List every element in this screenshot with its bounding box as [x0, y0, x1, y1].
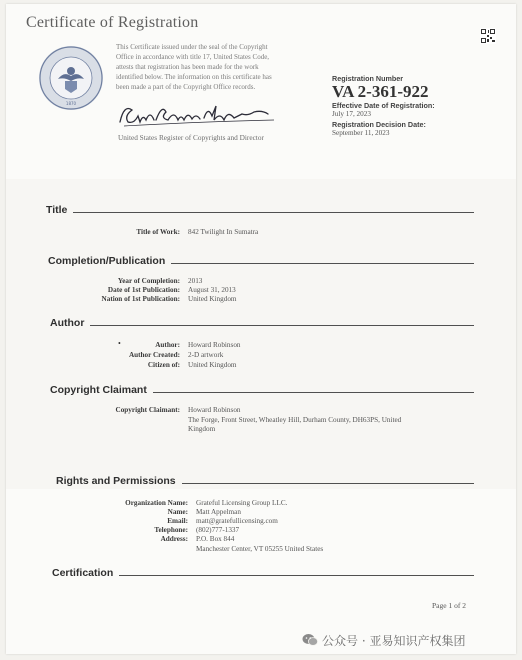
decision-date-label: Registration Decision Date:	[332, 120, 426, 129]
watermark-text: 公众号 · 亚易知识产权集团	[322, 633, 466, 648]
section-completion-heading: Completion/Publication	[48, 255, 474, 267]
qr-code-icon	[480, 28, 496, 44]
certificate-page	[6, 4, 516, 654]
registration-number-label: Registration Number	[332, 74, 404, 83]
field-author: Author: Howard Robinson	[155, 341, 241, 349]
decision-date: September 11, 2023	[332, 129, 390, 137]
certificate-title: Certificate of Registration	[26, 14, 199, 31]
certificate-intro-text: This Certificate issued under the seal of the Copyright Office in accordance with title 17, United States Code, attests that registration has been made for the work identified below. The information on this certificate has been made a part of the Copyright Office records.	[116, 43, 272, 91]
register-title: United States Register of Copyrights and Director	[118, 133, 264, 142]
registration-number: VA 2-361-922	[332, 82, 429, 101]
field-title-of-work: Title of Work: 842 Twilight In Sumatra	[136, 228, 259, 236]
wechat-watermark	[302, 629, 465, 651]
field-address: Address: P.O. Box 844 Manchester Center, VT 05255 United States	[160, 535, 324, 553]
effective-date-label: Effective Date of Registration:	[332, 101, 435, 110]
field-email: Email: matt@gratefullicensing.com	[167, 517, 278, 525]
registration-info	[332, 74, 502, 139]
field-date-first-publication: Date of 1st Publication: August 31, 2013	[107, 286, 236, 294]
field-copyright-claimant: Copyright Claimant: Howard Robinson The Forge, Front Street, Wheatley Hill, Durham County, DH63PS, United Kingdom	[115, 406, 402, 434]
form-background-band	[6, 179, 516, 489]
page-number: Page 1 of 2	[432, 601, 466, 610]
field-year-of-completion: Year of Completion: 2013	[117, 277, 203, 285]
field-telephone: Telephone: (802)777-1337	[154, 526, 240, 534]
register-signature	[114, 100, 284, 132]
section-title-heading: Title	[46, 204, 474, 216]
field-contact-name: Name: Matt Appelman	[167, 508, 241, 516]
section-rights-heading: Rights and Permissions	[56, 475, 474, 487]
author-bullet: •	[118, 339, 121, 348]
field-nation-first-publication: Nation of 1st Publication: United Kingdom	[101, 295, 237, 303]
wechat-icon	[302, 633, 318, 647]
field-author-created: Author Created: 2-D artwork	[128, 351, 224, 359]
copyright-office-seal	[38, 45, 104, 111]
effective-date: July 17, 2023	[332, 110, 371, 118]
section-author-heading: Author	[50, 317, 474, 329]
field-citizen-of: Citizen of: United Kingdom	[147, 361, 237, 369]
svg-text:1870: 1870	[65, 101, 77, 106]
field-organization-name: Organization Name: Grateful Licensing Group LLC.	[125, 499, 288, 507]
section-claimant-heading: Copyright Claimant	[50, 384, 474, 396]
section-certification-heading: Certification	[52, 567, 474, 579]
